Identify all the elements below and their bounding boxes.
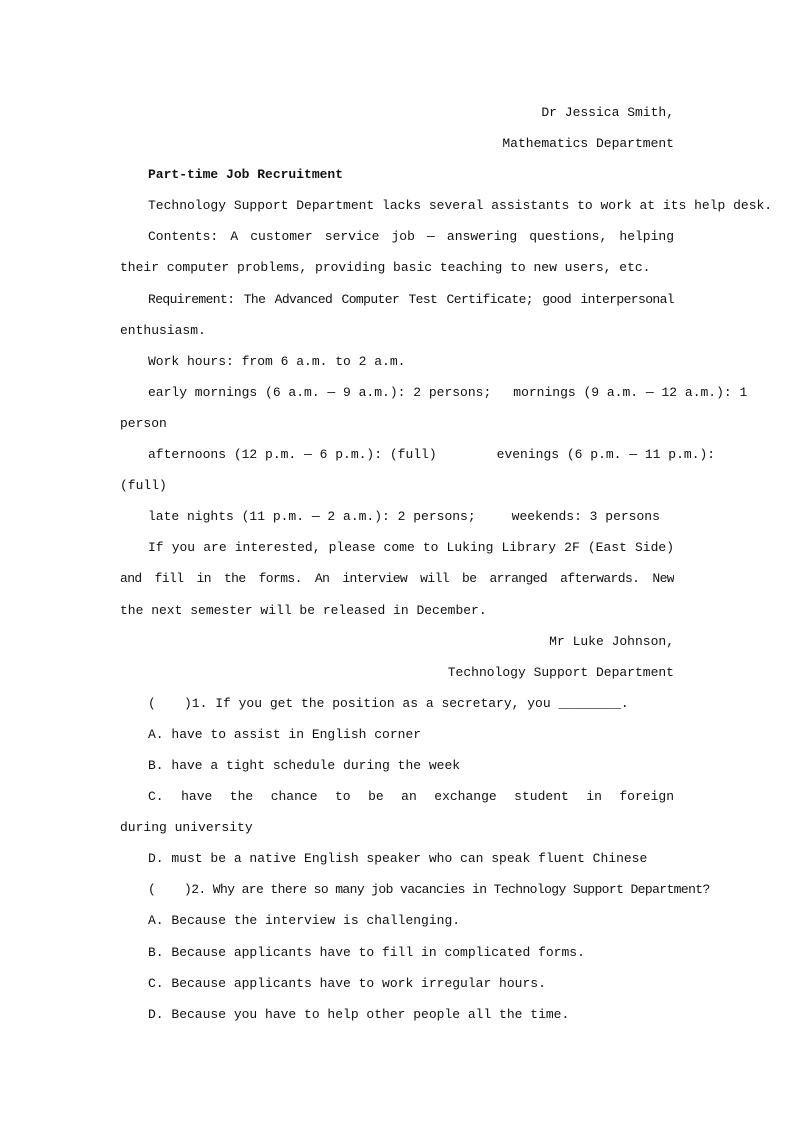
question-1-text: )1. If you get the position as a secretary, you ________. <box>184 695 629 711</box>
question-2-option-b: B. Because applicants have to fill in complicated forms. <box>148 944 585 960</box>
shift-row-1 <box>120 380 748 411</box>
question-1-option-d: D. must be a native English speaker who can speak fluent Chinese <box>148 851 648 867</box>
signature-dept-1: Mathematics Department <box>502 136 674 152</box>
ad-work-hours: Work hours: from 6 a.m. to 2 a.m. <box>148 353 406 369</box>
shift-evenings: evenings (6 p.m. — 11 p.m.): <box>496 447 716 463</box>
question-2-text: )2. Why are there so many job vacancies in Technology Support Department? <box>184 882 710 898</box>
shift-late-nights: late nights (11 p.m. — 2 a.m.): 2 persons; <box>148 509 476 525</box>
question-2-stem <box>120 877 710 908</box>
shift-early-mornings: early mornings (6 a.m. — 9 a.m.): 2 persons; <box>148 384 492 400</box>
question-1-option-a: A. have to assist in English corner <box>148 726 422 742</box>
ad-intro: Technology Support Department lacks several assistants to work at its help desk. <box>148 198 773 214</box>
ad-requirement-line-2: enthusiasm. <box>120 322 206 338</box>
shift-afternoons: afternoons (12 p.m. — 6 p.m.): (full) <box>148 447 437 463</box>
ad-apply-line-2: and fill in the forms. An interview will be arranged afterwards. New <box>120 571 674 587</box>
shift-mornings-cont: person <box>120 415 167 431</box>
ad-apply-line-3: the next semester will be released in December. <box>120 602 487 618</box>
question-2-option-d: D. Because you have to help other people all the time. <box>148 1006 570 1022</box>
question-1-stem <box>120 691 674 722</box>
ad-contents-line-1: Contents: A customer service job — answering questions, helping <box>148 229 674 245</box>
question-1-option-b: B. have a tight schedule during the week <box>148 757 461 773</box>
question-1-option-c-cont: during university <box>120 820 253 836</box>
answer-blank-2[interactable]: ( <box>148 882 156 898</box>
ad-contents-line-2: their computer problems, providing basic teaching to new users, etc. <box>120 260 651 276</box>
shift-mornings: mornings (9 a.m. — 12 a.m.): 1 <box>513 384 748 400</box>
signature-name-2: Mr Luke Johnson, <box>549 633 674 649</box>
signature-name-1: Dr Jessica Smith, <box>541 105 674 120</box>
signature-dept-2: Technology Support Department <box>447 664 674 680</box>
shift-row-3 <box>120 504 674 535</box>
shift-row-2 <box>120 442 716 473</box>
question-1-option-c: C. have the chance to be an exchange student in foreign <box>148 789 674 805</box>
ad-title: Part-time Job Recruitment <box>148 167 344 183</box>
question-2-option-c: C. Because applicants have to work irregular hours. <box>148 975 546 991</box>
ad-requirement-line-1: Requirement: The Advanced Computer Test Certificate; good interpersonal <box>148 291 674 307</box>
document-body <box>120 100 773 1033</box>
question-2-option-a: A. Because the interview is challenging. <box>148 913 461 929</box>
shift-evenings-cont: (full) <box>120 478 167 494</box>
ad-apply-line-1: If you are interested, please come to Luking Library 2F (East Side) <box>148 540 674 556</box>
answer-blank-1[interactable]: ( <box>148 695 156 711</box>
shift-weekends: weekends: 3 persons <box>511 509 660 525</box>
